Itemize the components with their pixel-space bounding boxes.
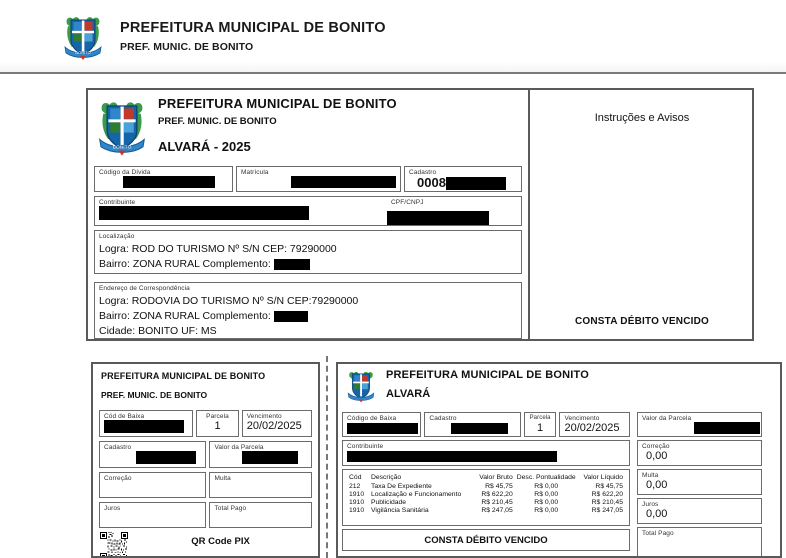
fees-col-valor-liquido: Valor Líquido (583, 474, 623, 481)
cell-cod: 1910 (349, 490, 365, 498)
cell-cod: 1910 (349, 498, 365, 506)
field-cadastro[interactable] (404, 166, 522, 192)
cell-descricao: Vigilância Sanitária (370, 506, 429, 514)
correspondencia-line1: Logra: RODOVIA DO TURISMO Nº S/N CEP:79290000 (99, 295, 359, 308)
field-valor-parcela[interactable] (209, 441, 312, 468)
field-value (237, 176, 400, 189)
field-juros[interactable] (99, 502, 206, 528)
slip-left-title: PREFEITURA MUNICIPAL DE BONITO (101, 371, 266, 381)
field-parcela[interactable] (524, 412, 557, 437)
field-label: Cadastro (429, 415, 457, 422)
field-label: Código de Baixa (347, 415, 397, 422)
slip-right-title: PREFEITURA MUNICIPAL DE BONITO (386, 369, 589, 381)
svg-text:BONITO: BONITO (75, 50, 91, 56)
alvara-doc-title: ALVARÁ - 2025 (158, 139, 251, 154)
svg-text:BONITO: BONITO (112, 145, 132, 151)
field-localizacao[interactable] (94, 230, 522, 274)
fees-col-descricao: Descrição (370, 474, 402, 481)
slip-left-row-2 (93, 441, 318, 468)
cell-descricao: Publicidade (370, 498, 407, 506)
table-row (347, 506, 625, 514)
slip-right-header (338, 364, 780, 403)
fees-table-header-row (347, 473, 625, 482)
field-value (100, 451, 205, 464)
field-value (343, 422, 420, 435)
redaction-bar (274, 259, 310, 270)
field-parcela[interactable] (196, 410, 238, 437)
field-value: 1 (214, 420, 221, 433)
field-value (95, 176, 232, 189)
cell-desconto: R$ 0,00 (534, 490, 559, 498)
field-label-cpf: CPF/CNPJ (391, 199, 424, 206)
field-value (425, 422, 519, 435)
alvara-subtitle: PREF. MUNIC. DE BONITO (158, 116, 277, 127)
table-row (347, 498, 625, 506)
field-cadastro[interactable] (99, 441, 206, 468)
field-value: 20/02/2025 (246, 420, 302, 433)
redaction-bar (123, 176, 215, 188)
slip-right-row-1 (342, 412, 630, 437)
field-value (343, 450, 629, 463)
field-label: Total Pago (642, 530, 674, 537)
field-value (638, 422, 761, 435)
fees-col-desc-pontualidade: Desc. Pontualidade (516, 474, 576, 481)
field-label: Parcela (529, 415, 551, 421)
field-label: Cadastro (409, 169, 437, 176)
correspondencia-line2: Bairro: ZONA RURAL Complemento: (95, 310, 521, 322)
field-matricula[interactable] (236, 166, 401, 192)
field-total-pago[interactable] (209, 502, 312, 528)
slip-left-row-3 (93, 472, 318, 498)
table-row (347, 490, 625, 498)
slip-right-fees-wrap (342, 469, 630, 526)
redaction-bar (274, 311, 308, 322)
cell-valor-bruto: R$ 210,45 (481, 498, 513, 506)
field-vencimento[interactable] (242, 410, 312, 437)
field-cod-baixa[interactable] (99, 410, 193, 437)
payment-slip-right (336, 362, 782, 558)
field-label: Matrícula (241, 169, 269, 176)
field-juros[interactable] (637, 498, 762, 524)
header-shadow (0, 62, 786, 72)
cell-desconto: R$ 0,00 (534, 498, 559, 506)
slip-left-qr-row (93, 528, 318, 558)
field-label: Correção (104, 475, 132, 482)
slip-right-row-2 (342, 440, 630, 466)
coat-of-arms-icon (96, 96, 148, 158)
redaction-bar (446, 177, 506, 190)
alvara-title: PREFEITURA MUNICIPAL DE BONITO (158, 96, 397, 111)
localizacao-line1: Logra: ROD DO TURISMO Nº S/N CEP: 79290000 (99, 243, 337, 256)
fees-table-box (342, 469, 630, 526)
field-value: 20/02/2025 (564, 422, 620, 435)
alvara-left-column (88, 90, 530, 339)
field-value: 0,00 (646, 479, 668, 492)
slip-right-status-wrap (342, 529, 630, 551)
field-label: Juros (104, 505, 121, 512)
qr-code-icon (99, 532, 129, 558)
field-label: Parcela (206, 413, 229, 420)
field-total-pago[interactable] (637, 527, 762, 557)
redaction-bar (347, 423, 418, 434)
redaction-bar (694, 422, 760, 434)
status-note: CONSTA DÉBITO VENCIDO (424, 534, 548, 546)
field-label: Total Pago (214, 505, 247, 512)
cell-descricao: Taxa De Expediente (370, 482, 432, 490)
slip-left-subtitle: PREF. MUNIC. DE BONITO (101, 390, 208, 400)
alvara-id-row (88, 166, 528, 192)
field-label: Contribuinte (99, 199, 136, 206)
field-value: 1 (537, 421, 544, 434)
redaction-bar (347, 451, 557, 462)
cell-valor-bruto: R$ 622,20 (481, 490, 513, 498)
alvara-correspondencia-row (88, 282, 528, 339)
redaction-bar (387, 211, 489, 225)
cell-valor-liquido: R$ 45,75 (595, 482, 623, 490)
field-label: Cadastro (104, 444, 132, 451)
fees-table (347, 473, 625, 514)
payment-slip-left (91, 362, 320, 558)
field-value: 0008 (405, 176, 521, 191)
cell-cod: 1910 (349, 506, 365, 514)
field-value: 0,00 (646, 508, 668, 521)
qr-code-label: QR Code PIX (191, 536, 250, 547)
header-title: PREFEITURA MUNICIPAL DE BONITO (120, 19, 386, 36)
field-multa[interactable] (637, 469, 762, 495)
fees-col-valor-bruto: Valor Bruto (479, 474, 513, 481)
field-label: Vencimento (564, 415, 600, 422)
header-divider (0, 72, 786, 74)
field-codigo-baixa[interactable] (342, 412, 421, 437)
cell-desconto: R$ 0,00 (534, 506, 559, 514)
field-label: Multa (642, 472, 659, 479)
table-row (347, 482, 625, 490)
cut-line-divider (326, 356, 328, 558)
field-cadastro[interactable] (424, 412, 520, 437)
field-label: Cód de Baixa (104, 413, 145, 420)
alvara-right-column (530, 90, 754, 339)
field-label: Valor da Parcela (642, 415, 692, 422)
localizacao-line2: Bairro: ZONA RURAL Complemento: (95, 258, 521, 270)
redaction-bar (99, 206, 309, 220)
redaction-bar (136, 451, 196, 464)
cell-valor-liquido: R$ 210,45 (591, 498, 623, 506)
cell-valor-liquido: R$ 622,20 (591, 490, 623, 498)
field-label: Contribuinte (347, 443, 384, 450)
field-label: Localização (99, 233, 135, 240)
cell-desconto: R$ 0,00 (534, 482, 559, 490)
slip-left-row-4 (93, 502, 318, 528)
header-subtitle: PREF. MUNIC. DE BONITO (120, 40, 254, 53)
correspondencia-line3: Cidade: BONITO UF: MS (99, 325, 217, 338)
field-value (210, 451, 311, 464)
coat-of-arms-icon (346, 369, 376, 403)
field-label: Juros (642, 501, 659, 508)
field-label: Correção (642, 443, 670, 450)
field-label: Endereço de Correspondência (99, 285, 190, 292)
field-correcao[interactable] (637, 440, 762, 466)
slip-right-subtitle: ALVARÁ (386, 388, 431, 400)
field-label: Vencimento (246, 413, 282, 420)
slip-right-values-column (637, 412, 776, 557)
coat-of-arms-icon (62, 14, 104, 60)
redaction-bar (104, 420, 184, 433)
field-label: Multa (214, 475, 231, 482)
instructions-label: Instruções e Avisos (594, 112, 690, 124)
redaction-bar (242, 451, 298, 464)
field-value: 0,00 (646, 450, 668, 463)
cell-valor-bruto: R$ 45,75 (485, 482, 513, 490)
alvara-contribuinte-row (88, 196, 528, 226)
slip-right-body (342, 412, 630, 551)
alvara-main-box (86, 88, 754, 341)
field-codigo-divida[interactable] (94, 166, 233, 192)
field-contribuinte[interactable] (342, 440, 630, 466)
field-multa[interactable] (209, 472, 312, 498)
cell-valor-bruto: R$ 247,05 (481, 506, 513, 514)
field-vencimento[interactable] (559, 412, 630, 437)
fees-col-cod: Cód (349, 474, 362, 481)
cell-valor-liquido: R$ 247,05 (591, 506, 623, 514)
field-value (100, 420, 192, 433)
alvara-localizacao-row (88, 230, 528, 274)
status-note: CONSTA DÉBITO VENCIDO (574, 316, 710, 327)
redaction-bar (291, 176, 396, 188)
field-label: Valor da Parcela (214, 444, 264, 451)
field-label: Código da Dívida (99, 169, 151, 176)
cell-descricao: Localização e Funcionamento (370, 490, 462, 498)
slip-left-row-1 (93, 410, 318, 437)
cell-cod: 212 (349, 482, 361, 490)
field-valor-parcela[interactable] (637, 412, 762, 437)
status-note-box (342, 529, 630, 551)
alvara-header (88, 90, 528, 158)
field-endereco-correspondencia[interactable] (94, 282, 522, 339)
redaction-bar (451, 423, 508, 434)
field-contribuinte[interactable] (94, 196, 522, 226)
field-correcao[interactable] (99, 472, 206, 498)
